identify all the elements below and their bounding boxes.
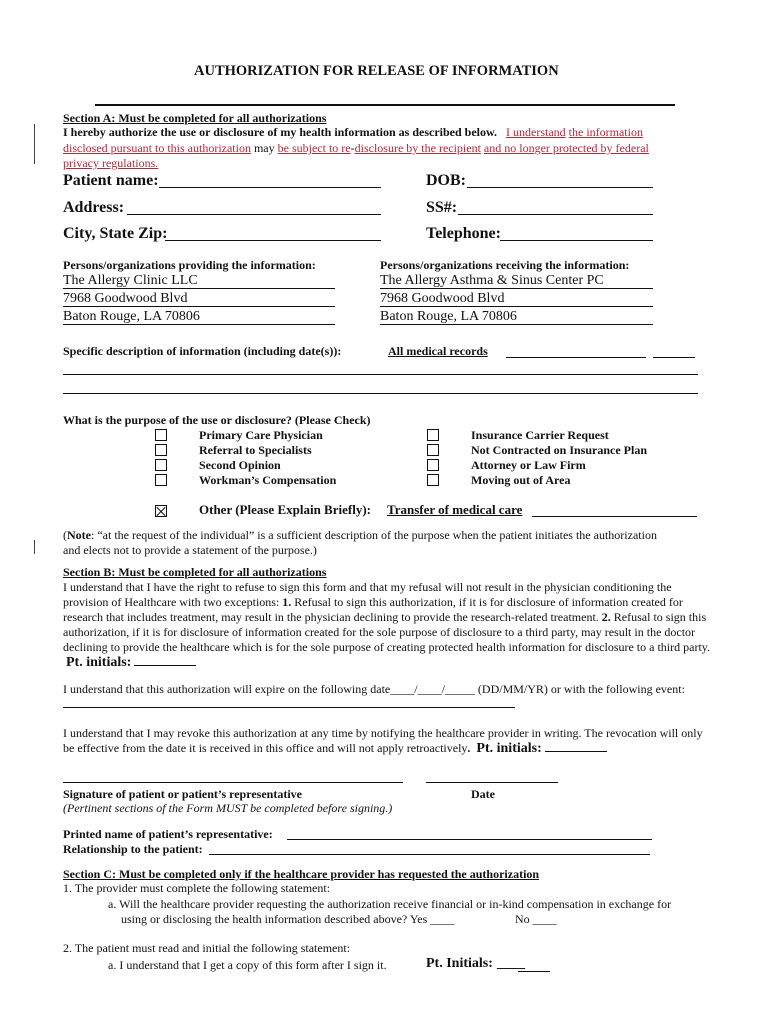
city-state-zip-field[interactable] bbox=[165, 240, 381, 241]
revision-text: I understand bbox=[506, 125, 566, 139]
section-c-heading: Section C: Must be completed only if the healthcare provider has requested the authorization bbox=[63, 867, 540, 881]
pt-initials-label: Pt. initials: bbox=[66, 655, 132, 670]
section-a-heading: Section A: Must be completed for all authorizations bbox=[63, 111, 327, 125]
patient-name-label: Patient name: bbox=[63, 172, 159, 189]
recipient-underline bbox=[380, 324, 653, 325]
exception-text: Refusal to sign this authorization, if it is for disclosure of information created for the sole purpose of disclosure to a third party, may result in the doctor declining to provide the healthcare which is for the sole purpose of creating protected health information for disclosure to a third party. bbox=[63, 610, 711, 654]
section-b-paragraph bbox=[63, 580, 713, 670]
exception-number: 1. bbox=[282, 595, 292, 609]
purpose-question: What is the purpose of the use or disclosure? (Please Check) bbox=[63, 413, 371, 427]
other-value: Transfer of medical care bbox=[387, 502, 523, 517]
description-label: Specific description of information (including date(s)): bbox=[63, 344, 342, 358]
purpose-checkbox[interactable] bbox=[427, 429, 439, 441]
description-field-line[interactable] bbox=[63, 374, 698, 375]
purpose-option: Attorney or Law Firm bbox=[471, 458, 586, 472]
exception-number: 2. bbox=[601, 610, 611, 624]
revision-text: be subject to re bbox=[277, 141, 351, 155]
pt-initials-c-field[interactable] bbox=[518, 971, 550, 972]
section-c-item1a: a. Will the healthcare provider requesting the authorization receive financial or in-kind compensation in exchange for bbox=[108, 897, 672, 911]
purpose-option: Not Contracted on Insurance Plan bbox=[471, 443, 647, 457]
expire-text: I understand that this authorization will expire on the following date____/____/_____ (DD/MM/YR) or with the following event: bbox=[63, 682, 685, 696]
revoke-period: . bbox=[467, 741, 471, 755]
section-c-item1: 1. The provider must complete the following statement: bbox=[63, 881, 331, 895]
purpose-checkbox[interactable] bbox=[155, 459, 167, 471]
pt-initials-c-label: Pt. Initials: bbox=[426, 956, 493, 971]
purpose-option: Workman’s Compensation bbox=[199, 473, 337, 487]
section-c-item2: 2. The patient must read and initial the following statement: bbox=[63, 941, 351, 955]
other-underline bbox=[532, 516, 697, 517]
revision-text: privacy regulations. bbox=[63, 156, 159, 170]
note-bold: Note bbox=[67, 528, 91, 542]
title-rule bbox=[95, 104, 675, 106]
note-text: : “at the request of the individual” is a sufficient description of the purpose when the patient initiates the authorization bbox=[91, 528, 657, 542]
city-state-zip-label: City, State Zip: bbox=[63, 225, 168, 242]
description-underline bbox=[506, 357, 646, 358]
telephone-field[interactable] bbox=[500, 240, 653, 241]
providing-label: Persons/organizations providing the information: bbox=[63, 258, 316, 272]
exception-text: Refusal to sign this authorization, if it is for disclosure of information created for research that includes treatment, may result in the physician declining to provide the research-related treatment. bbox=[63, 595, 683, 624]
ssn-label: SS#: bbox=[426, 199, 458, 216]
purpose-option: Insurance Carrier Request bbox=[471, 428, 609, 442]
recipient-line: 7968 Goodwood Blvd bbox=[380, 291, 505, 306]
purpose-checkbox[interactable] bbox=[155, 429, 167, 441]
address-field[interactable] bbox=[127, 214, 381, 215]
revision-bar bbox=[34, 124, 35, 164]
dob-field[interactable] bbox=[467, 187, 653, 188]
section-a-line1 bbox=[63, 125, 643, 140]
revision-text: the information bbox=[568, 125, 643, 139]
section-b-text: I understand that I have the right to refuse to sign this form and that my refusal will not result in the physician conditioning the provision of Healthcare with two exceptions: bbox=[63, 580, 672, 609]
description-underline bbox=[653, 357, 695, 358]
pt-initials-c-blank: ____ bbox=[497, 956, 525, 971]
other-label: Other (Please Explain Briefly): bbox=[199, 502, 371, 517]
section-c-item1a-cont: using or disclosing the health information described above? Yes ____ bbox=[121, 912, 455, 926]
revoke-text: I understand that I may revoke this authorization at any time by notifying the healthcare provider in writing. The revocation will only be effective from the date it is received in this office and will not apply retroactively bbox=[63, 726, 703, 755]
printed-name-field[interactable] bbox=[287, 839, 652, 840]
other-checkbox[interactable] bbox=[155, 505, 167, 517]
description-field-line[interactable] bbox=[63, 393, 698, 394]
purpose-option: Moving out of Area bbox=[471, 473, 571, 487]
signature-field[interactable] bbox=[63, 782, 403, 783]
recipient-underline bbox=[380, 306, 653, 307]
section-c-item2a: a. I understand that I get a copy of this form after I sign it. bbox=[108, 958, 387, 972]
recipient-line: The Allergy Asthma & Sinus Center PC bbox=[380, 273, 604, 288]
address-label: Address: bbox=[63, 199, 125, 216]
note-line1: (Note: “at the request of the individual” is a sufficient description of the purpose when the patient initiates the authorization bbox=[63, 528, 657, 542]
provider-line: Baton Rouge, LA 70806 bbox=[63, 309, 200, 324]
pt-initials-field[interactable] bbox=[134, 655, 196, 666]
revision-text: and no longer protected by federal bbox=[483, 141, 649, 155]
section-a-line2 bbox=[63, 141, 649, 156]
signature-label: Signature of patient or patient’s representative bbox=[63, 787, 302, 801]
recipient-line: Baton Rouge, LA 70806 bbox=[380, 309, 517, 324]
description-value: All medical records bbox=[388, 344, 488, 358]
dash: - bbox=[350, 141, 355, 155]
signature-note: (Pertinent sections of the Form MUST be completed before signing.) bbox=[63, 801, 393, 815]
pt-initials-field[interactable] bbox=[545, 741, 607, 752]
provider-underline bbox=[63, 306, 335, 307]
provider-line: The Allergy Clinic LLC bbox=[63, 273, 198, 288]
revoke-paragraph bbox=[63, 726, 713, 756]
section-a-statement: I hereby authorize the use or disclosure of my health information as described below. bbox=[63, 125, 497, 139]
revision-bar bbox=[34, 540, 35, 554]
dob-label: DOB: bbox=[426, 172, 466, 189]
purpose-option: Referral to Specialists bbox=[199, 443, 312, 457]
expire-event-field[interactable] bbox=[63, 707, 515, 708]
printed-name-label: Printed name of patient’s representative: bbox=[63, 827, 273, 841]
purpose-checkbox[interactable] bbox=[155, 444, 167, 456]
word-may: may bbox=[253, 141, 275, 155]
compensation-no: No ____ bbox=[515, 912, 557, 926]
ssn-field[interactable] bbox=[458, 214, 653, 215]
revision-text: disclosure by the recipient bbox=[354, 141, 481, 155]
date-field[interactable] bbox=[426, 782, 558, 783]
provider-line: 7968 Goodwood Blvd bbox=[63, 291, 188, 306]
telephone-label: Telephone: bbox=[426, 225, 501, 242]
page-title: AUTHORIZATION FOR RELEASE OF INFORMATION bbox=[194, 63, 559, 79]
provider-underline bbox=[63, 324, 335, 325]
relationship-label: Relationship to the patient: bbox=[63, 842, 203, 856]
revision-text: disclosed pursuant to this authorization bbox=[63, 141, 251, 155]
pt-initials-label: Pt. initials: bbox=[476, 741, 542, 756]
date-label: Date bbox=[471, 787, 495, 801]
purpose-checkbox[interactable] bbox=[427, 459, 439, 471]
purpose-checkbox[interactable] bbox=[427, 474, 439, 486]
recipient-underline bbox=[380, 288, 653, 289]
purpose-checkbox[interactable] bbox=[427, 444, 439, 456]
purpose-option: Primary Care Physician bbox=[199, 428, 323, 442]
receiving-label: Persons/organizations receiving the information: bbox=[380, 258, 630, 272]
provider-underline bbox=[63, 288, 335, 289]
section-b-heading: Section B: Must be completed for all authorizations bbox=[63, 565, 327, 579]
purpose-checkbox[interactable] bbox=[155, 474, 167, 486]
purpose-option: Second Opinion bbox=[199, 458, 281, 472]
note-line2: and elects not to provide a statement of the purpose.) bbox=[63, 543, 317, 557]
patient-name-field[interactable] bbox=[159, 187, 381, 188]
relationship-field[interactable] bbox=[209, 854, 650, 855]
